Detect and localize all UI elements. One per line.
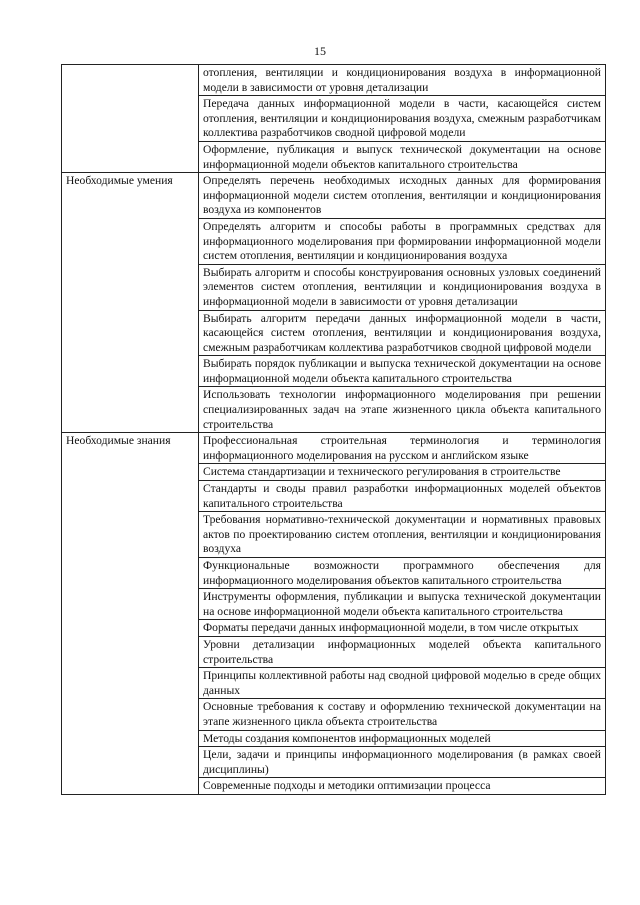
requirement-text: Методы создания компонентов информационных моделей <box>199 730 606 747</box>
requirement-text: Определять алгоритм и способы работы в программных средствах для информационного моделирования при формировании информационной модели систем отопления, вентиляции и кондиционирования воздуха <box>199 218 606 264</box>
requirement-text: Инструменты оформления, публикации и выпуска технической документации на основе информационной модели объекта капитального строительства <box>199 589 606 620</box>
requirement-text: Использовать технологии информационного моделирования при решении специализированных задач на этапе жизненного цикла объекта капитального строительства <box>199 387 606 433</box>
requirement-text: Стандарты и своды правил разработки информационных моделей объектов капитального строительства <box>199 481 606 512</box>
section-label: Необходимые знания <box>62 433 199 795</box>
requirement-text: Уровни детализации информационных моделей объекта капитального строительства <box>199 636 606 667</box>
section-label <box>62 65 199 173</box>
requirement-text: Основные требования к составу и оформлению технической документации на этапе жизненного цикла объекта строительства <box>199 699 606 730</box>
requirement-text: Оформление, публикация и выпуск технической документации на основе информационной модели объектов капитального строительства <box>199 141 606 172</box>
requirement-text: Выбирать порядок публикации и выпуска технической документации на основе информационной модели объекта капитального строительства <box>199 356 606 387</box>
requirement-text: Выбирать алгоритм передачи данных информационной модели в части, касающейся систем отопления, вентиляции и кондиционирования воздуха, смежным разработчикам коллектива разработчиков сводной цифровой модели <box>199 310 606 356</box>
table-row <box>62 173 606 219</box>
requirements-table <box>61 64 606 795</box>
requirement-text: Система стандартизации и технического регулирования в строительстве <box>199 464 606 481</box>
requirement-text: Форматы передачи данных информационной модели, в том числе открытых <box>199 620 606 637</box>
requirement-text: Профессиональная строительная терминология и терминология информационного моделирования на русском и английском языке <box>199 433 606 464</box>
requirement-text: Современные подходы и методики оптимизации процесса <box>199 778 606 795</box>
requirement-text: Функциональные возможности программного обеспечения для информационного моделирования объектов капитального строительства <box>199 558 606 589</box>
section-label: Необходимые умения <box>62 173 199 433</box>
table-row <box>62 65 606 96</box>
page-number: 15 <box>314 44 326 58</box>
requirement-text: отопления, вентиляции и кондиционирования воздуха в информационной модели в зависимости от уровня детализации <box>199 65 606 96</box>
requirement-text: Цели, задачи и принципы информационного моделирования (в рамках своей дисциплины) <box>199 747 606 778</box>
table-row <box>62 433 606 464</box>
requirement-text: Требования нормативно-технической документации и нормативных правовых актов по проектированию систем отопления, вентиляции и кондиционирования воздуха <box>199 512 606 558</box>
requirement-text: Определять перечень необходимых исходных данных для формирования информационной модели систем отопления, вентиляции и кондиционирования воздуха из компонентов <box>199 173 606 219</box>
requirement-text: Принципы коллективной работы над сводной цифровой моделью в среде общих данных <box>199 668 606 699</box>
requirement-text: Выбирать алгоритм и способы конструирования основных узловых соединений элементов систем отопления, вентиляции и кондиционирования воздуха в информационной модели в зависимости от уровня детализации <box>199 264 606 310</box>
requirement-text: Передача данных информационной модели в части, касающейся систем отопления, вентиляции и кондиционирования воздуха, смежным разработчикам коллектива разработчиков сводной цифровой модели <box>199 96 606 142</box>
